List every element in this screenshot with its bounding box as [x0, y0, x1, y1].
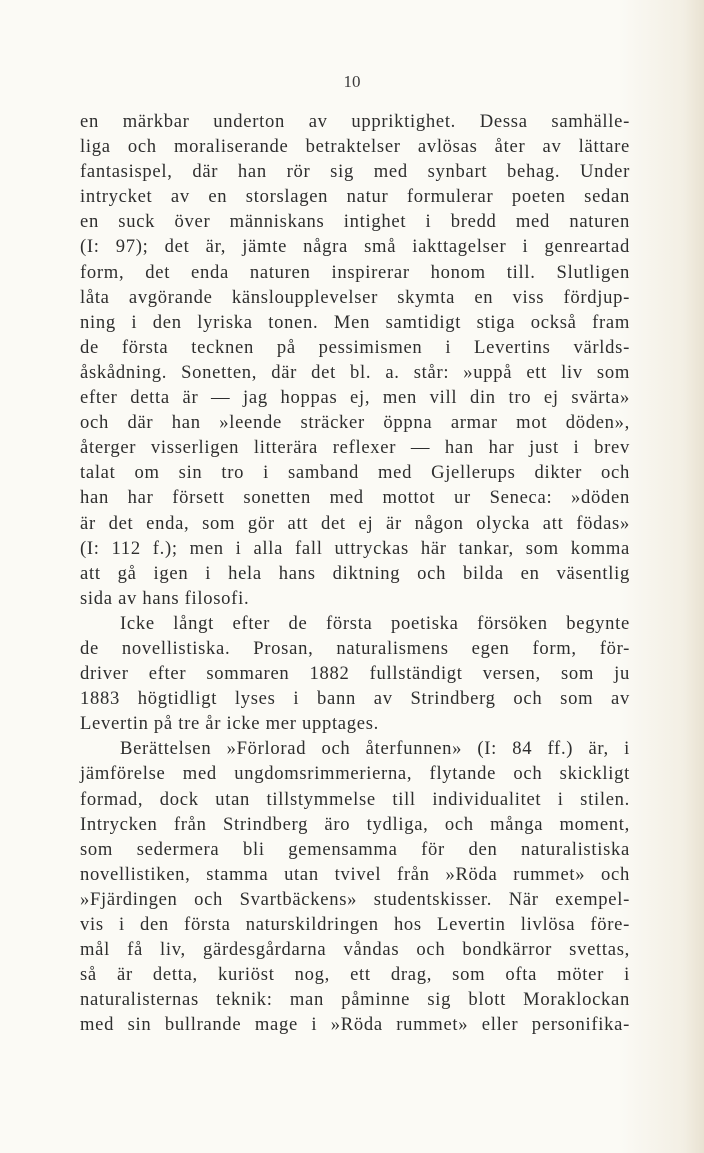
text-line: efter detta är — jag hoppas ej, men vill din tro ej svärta»	[80, 387, 630, 409]
text-line: »Fjärdingen och Svartbäckens» studentskisser. När exempel-	[80, 888, 630, 910]
text-line: mål få liv, gärdesgårdarna våndas och bondkärror svettas,	[80, 939, 630, 961]
text-line: som sedermera bli gemensamma för den naturalistiska	[80, 838, 630, 860]
text-line: de novellistiska. Prosan, naturalismens egen form, för-	[80, 637, 630, 659]
text-line: (I: 112 f.); men i alla fall uttryckas här tankar, som komma	[80, 537, 630, 559]
paragraph-start-line: Icke långt efter de första poetiska försöken begynte	[120, 612, 630, 634]
text-line: talat om sin tro i samband med Gjellerups dikter och	[80, 462, 630, 484]
text-line: en suck över människans intighet i bredd med naturen	[80, 211, 630, 233]
text-line: formad, dock utan tillstymmelse till individualitet i stilen.	[80, 788, 630, 810]
text-line: de första tecknen på pessimismen i Levertins världs-	[80, 336, 630, 358]
text-line: en märkbar underton av uppriktighet. Dessa samhälle-	[80, 111, 630, 132]
text-line: åskådning. Sonetten, där det bl. a. står: »uppå ett liv som	[80, 361, 630, 383]
text-line: han har försett sonetten med mottot ur Seneca: »döden	[80, 487, 630, 509]
text-line: intrycket av en storslagen natur formulerar poeten sedan	[80, 186, 630, 208]
page-number: 10	[343, 72, 361, 91]
text-line: och där han »leende sträcker öppna armar mot döden»,	[80, 412, 630, 434]
text-line: återger visserligen litterära reflexer — han har just i brev	[80, 437, 630, 459]
paragraph-end-line: Levertin på tre år icke mer upptages.	[80, 713, 379, 735]
text-line: form, det enda naturen inspirerar honom till. Slutligen	[80, 261, 630, 283]
paragraph-end-line: sida av hans filosofi.	[80, 587, 250, 609]
text-line: fantasispel, där han rör sig med synbart behag. Under	[80, 161, 630, 183]
text-line: jämförelse med ungdomsrimmerierna, flytande och skickligt	[80, 763, 630, 785]
text-line: låta avgörande känsloupplevelser skymta en viss fördjup-	[80, 286, 630, 308]
text-line: att gå igen i hela hans diktning och bilda en väsentlig	[80, 562, 630, 584]
text-line: ning i den lyriska tonen. Men samtidigt stiga också fram	[80, 311, 630, 333]
text-line: är det enda, som gör att det ej är någon olycka att födas»	[80, 512, 630, 534]
text-line: 1883 högtidligt lyses i bann av Strindberg och som av	[80, 688, 630, 710]
body-text	[80, 109, 630, 1037]
text-line: vis i den första naturskildringen hos Levertin livlösa före-	[80, 914, 630, 935]
text-line: med sin bullrande mage i »Röda rummet» eller personifika-	[80, 1014, 630, 1036]
text-line: novellistiken, stamma utan tvivel från »Röda rummet» och	[80, 863, 630, 885]
text-line: driver efter sommaren 1882 fullständigt versen, som ju	[80, 663, 630, 685]
text-line: så är detta, kuriöst nog, ett drag, som ofta möter i	[80, 964, 630, 986]
text-line: liga och moraliserande betraktelser avlösas åter av lättare	[80, 136, 630, 158]
paragraph-start-line: Berättelsen »Förlorad och återfunnen» (I: 84 ff.) är, i	[120, 738, 630, 760]
text-line: naturalisternas teknik: man påminne sig blott Moraklockan	[80, 989, 630, 1011]
text-line: (I: 97); det är, jämte några små iakttagelser i genreartad	[80, 236, 630, 258]
text-line: Intrycken från Strindberg äro tydliga, och många moment,	[80, 813, 630, 835]
